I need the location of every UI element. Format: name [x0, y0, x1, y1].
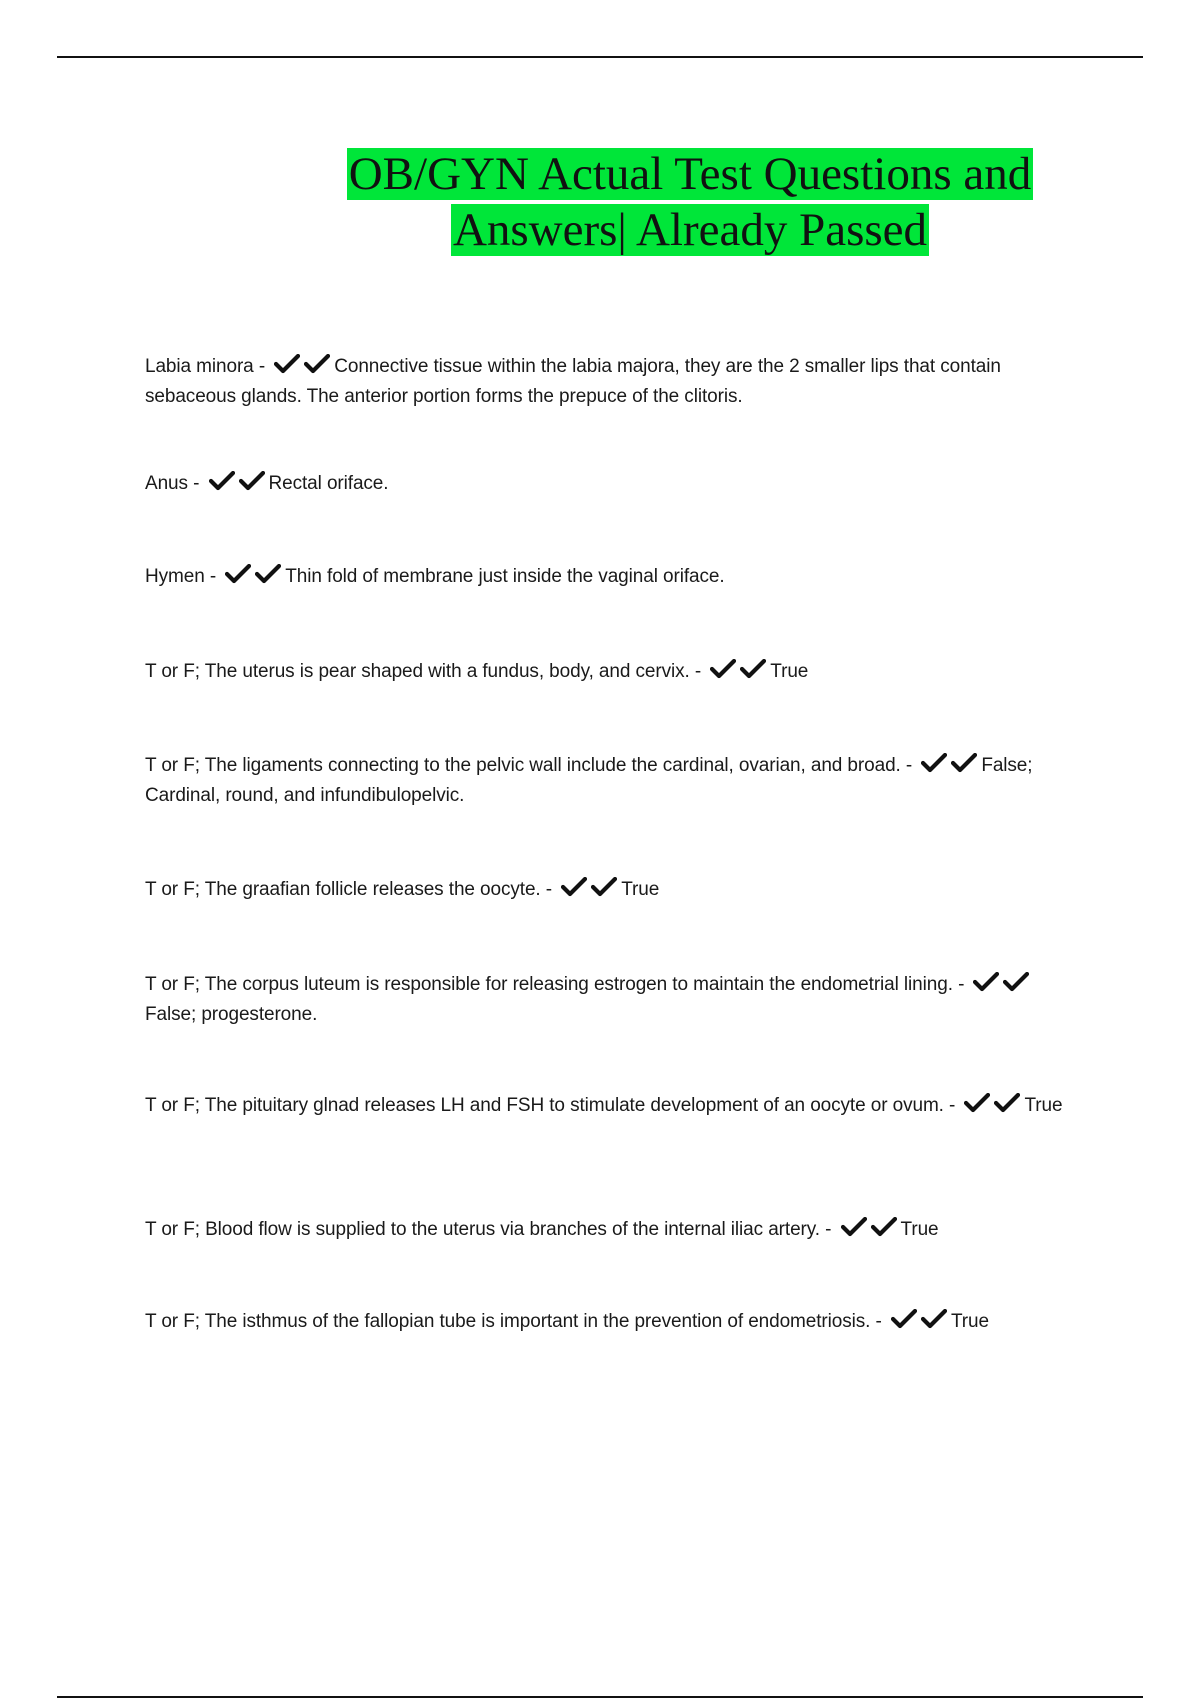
- qa-item: [145, 1216, 1075, 1246]
- separator: -: [819, 1219, 837, 1240]
- separator: -: [870, 1311, 887, 1332]
- question-text: T or F; The pituitary glnad releases LH and FSH to stimulate development of an oocyte or ovum.: [145, 1095, 944, 1116]
- checkmark-icon: [1003, 972, 1029, 992]
- document-title: [290, 146, 1090, 258]
- checkmark-icon: [561, 877, 587, 897]
- qa-item: [145, 658, 1075, 688]
- double-checkmark: [841, 1217, 899, 1246]
- answer-text: True: [1024, 1095, 1063, 1116]
- qa-item: [145, 563, 1075, 593]
- question-text: T or F; The uterus is pear shaped with a fundus, body, and cervix.: [145, 661, 690, 682]
- checkmark-icon: [274, 354, 300, 374]
- checkmark-icon: [921, 1309, 947, 1329]
- question-text: Anus: [145, 473, 188, 494]
- double-checkmark: [710, 659, 768, 688]
- checkmark-icon: [255, 564, 281, 584]
- question-text: T or F; The ligaments connecting to the pelvic wall include the cardinal, ovarian, and broad.: [145, 755, 901, 776]
- double-checkmark: [921, 753, 979, 782]
- separator: -: [952, 974, 970, 995]
- separator: -: [187, 473, 205, 494]
- question-text: T or F; The corpus luteum is responsible for releasing estrogen to maintain the endometrial lining.: [145, 974, 953, 995]
- double-checkmark: [209, 471, 267, 500]
- answer-text: Connective tissue within the labia majora, they are the 2 smaller lips that contain sebaceous glands. The anterior portion forms the prepuce of the clitoris.: [145, 356, 1001, 407]
- checkmark-icon: [225, 564, 251, 584]
- top-rule: [57, 56, 1143, 58]
- checkmark-icon: [841, 1217, 867, 1237]
- qa-item: [145, 752, 1075, 810]
- qa-item: [145, 1092, 1075, 1122]
- double-checkmark: [225, 564, 283, 593]
- answer-text: True: [900, 1219, 939, 1240]
- checkmark-icon: [891, 1309, 917, 1329]
- checkmark-icon: [209, 471, 235, 491]
- double-checkmark: [274, 354, 332, 383]
- qa-item: [145, 1308, 1075, 1338]
- double-checkmark: [891, 1309, 949, 1338]
- question-text: Hymen: [145, 566, 205, 587]
- answer-text: True: [770, 661, 809, 682]
- question-text: T or F; The graafian follicle releases the oocyte.: [145, 879, 541, 900]
- question-text: T or F; The isthmus of the fallopian tube is important in the prevention of endometriosis.: [145, 1311, 871, 1332]
- checkmark-icon: [239, 471, 265, 491]
- checkmark-icon: [871, 1217, 897, 1237]
- bottom-rule: [57, 1696, 1143, 1698]
- checkmark-icon: [591, 877, 617, 897]
- answer-text: Rectal oriface.: [268, 473, 389, 494]
- checkmark-icon: [921, 753, 947, 773]
- separator: -: [943, 1095, 961, 1116]
- answer-text: True: [621, 879, 660, 900]
- checkmark-icon: [964, 1093, 990, 1113]
- separator: -: [689, 661, 707, 682]
- separator: -: [900, 755, 918, 776]
- answer-text: True: [950, 1311, 989, 1332]
- separator: -: [204, 566, 222, 587]
- checkmark-icon: [951, 753, 977, 773]
- separator: -: [253, 356, 271, 377]
- title-line-1: OB/GYN Actual Test Questions and: [348, 148, 1032, 200]
- title-line-2: Answers| Already Passed: [452, 204, 928, 256]
- double-checkmark: [973, 972, 1031, 1001]
- double-checkmark: [561, 877, 619, 906]
- separator: -: [540, 879, 558, 900]
- qa-item: [145, 470, 1075, 500]
- checkmark-icon: [740, 659, 766, 679]
- checkmark-icon: [304, 354, 330, 374]
- question-text: Labia minora: [145, 356, 254, 377]
- question-text: T or F; Blood flow is supplied to the uterus via branches of the internal iliac artery.: [145, 1219, 820, 1240]
- qa-item: [145, 876, 1075, 906]
- double-checkmark: [964, 1093, 1022, 1122]
- answer-text: Thin fold of membrane just inside the vaginal oriface.: [285, 566, 725, 587]
- checkmark-icon: [994, 1093, 1020, 1113]
- answer-text: False; progesterone.: [145, 1004, 318, 1025]
- checkmark-icon: [973, 972, 999, 992]
- answer-text: False; Cardinal, round, and infundibulopelvic.: [145, 755, 1033, 806]
- qa-item: [145, 353, 1075, 411]
- checkmark-icon: [710, 659, 736, 679]
- qa-item: [145, 971, 1075, 1029]
